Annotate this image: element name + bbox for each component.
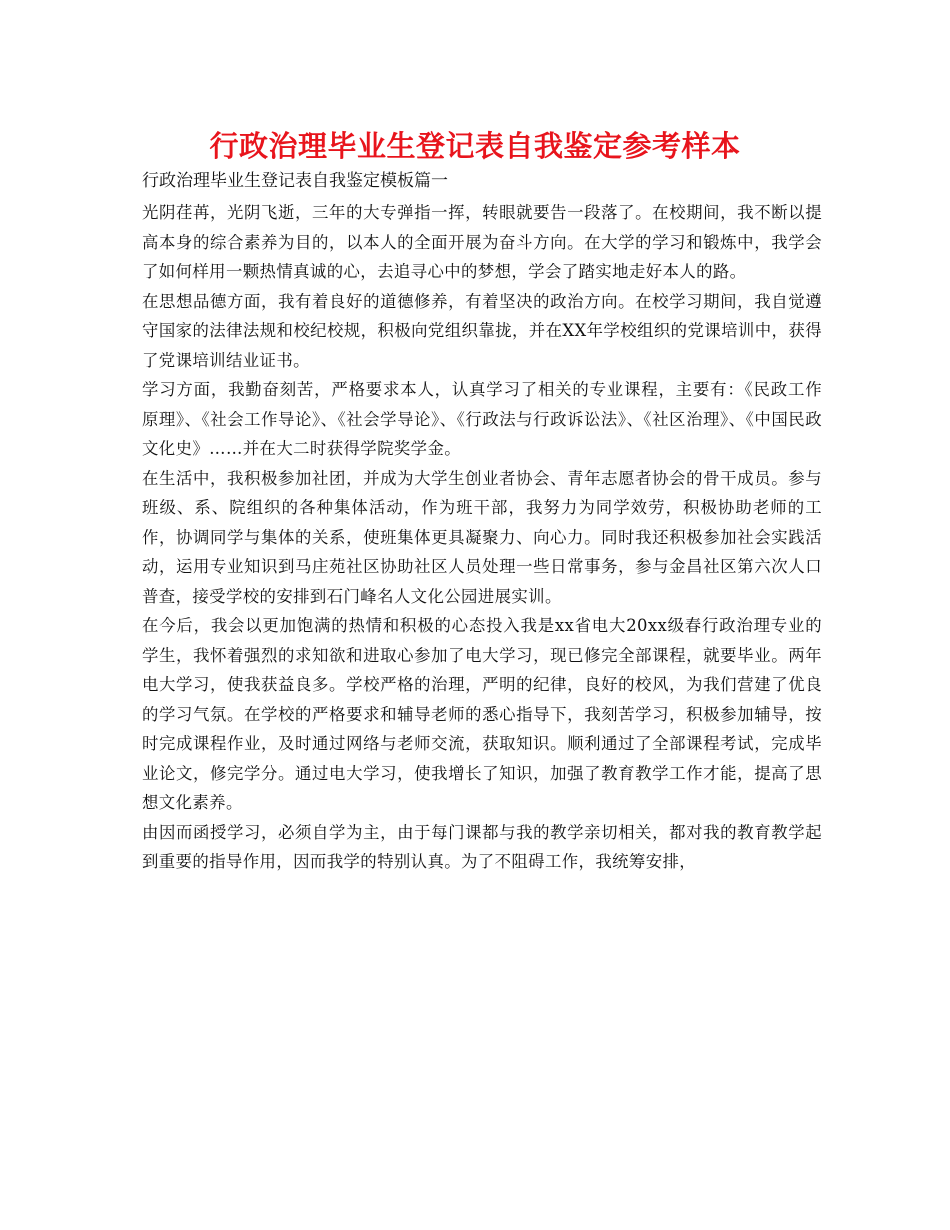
paragraph: 在今后，我会以更加饱满的热情和积极的心态投入我是xx省电大20xx级春行政治理专业的学生，我怀着强烈的求知欲和进取心参加了电大学习，现已修完全部课程，就要毕业。两年电大学习，使我获益良多。学校严格的治理，严明的纪律，良好的校风，为我们营建了优良的学习气氛。在学校的严格要求和辅导老师的悉心指导下，我刻苦学习，积极参加辅导，按时完成课程作业，及时通过网络与老师交流，获取知识。顺利通过了全部课程考试，完成毕业论文，修完学分。通过电大学习，使我增长了知识，加强了教育教学工作才能，提高了思想文化素养。 [142,616,822,812]
document-body [142,198,822,877]
paragraph: 由因而函授学习，必须自学为主，由于每门课都与我的教学亲切相关，都对我的教育教学起到重要的指导作用，因而我学的特别认真。为了不阻碍工作，我统筹安排， [142,822,822,871]
document-title: 行政治理毕业生登记表自我鉴定参考样本 [209,129,741,163]
paragraph: 光阴荏苒，光阴飞逝，三年的大专弹指一挥，转眼就要告一段落了。在校期间，我不断以提高本身的综合素养为目的，以本人的全面开展为奋斗方向。在大学的学习和锻炼中，我学会了如何样用一颗热情真诚的心，去追寻心中的梦想，学会了踏实地走好本人的路。 [142,203,822,281]
paragraph: 学习方面，我勤奋刻苦，严格要求本人，认真学习了相关的专业课程，主要有：《民政工作原理》、《社会工作导论》、《社会学导论》、《行政法与行政诉讼法》、《社区治理》、《中国民政文化史》……并在大二时获得学院奖学金。 [142,380,822,458]
paragraph: 在思想品德方面，我有着良好的道德修养，有着坚决的政治方向。在校学习期间，我自觉遵守国家的法律法规和校纪校规，积极向党组织靠拢，并在XX年学校组织的党课培训中，获得了党课培训结业证书。 [142,291,822,370]
document-subtitle: 行政治理毕业生登记表自我鉴定模板篇一 [142,171,448,191]
paragraph: 在生活中，我积极参加社团，并成为大学生创业者协会、青年志愿者协会的骨干成员。参与班级、系、院组织的各种集体活动，作为班干部，我努力为同学效劳，积极协助老师的工作，协调同学与集体的关系，使班集体更具凝聚力、向心力。同时我还积极参加社会实践活动，运用专业知识到马庄苑社区协助社区人员处理一些日常事务，参与金昌社区第六次人口普查，接受学校的安排到石门峰名人文化公园进展实训。 [142,468,822,606]
